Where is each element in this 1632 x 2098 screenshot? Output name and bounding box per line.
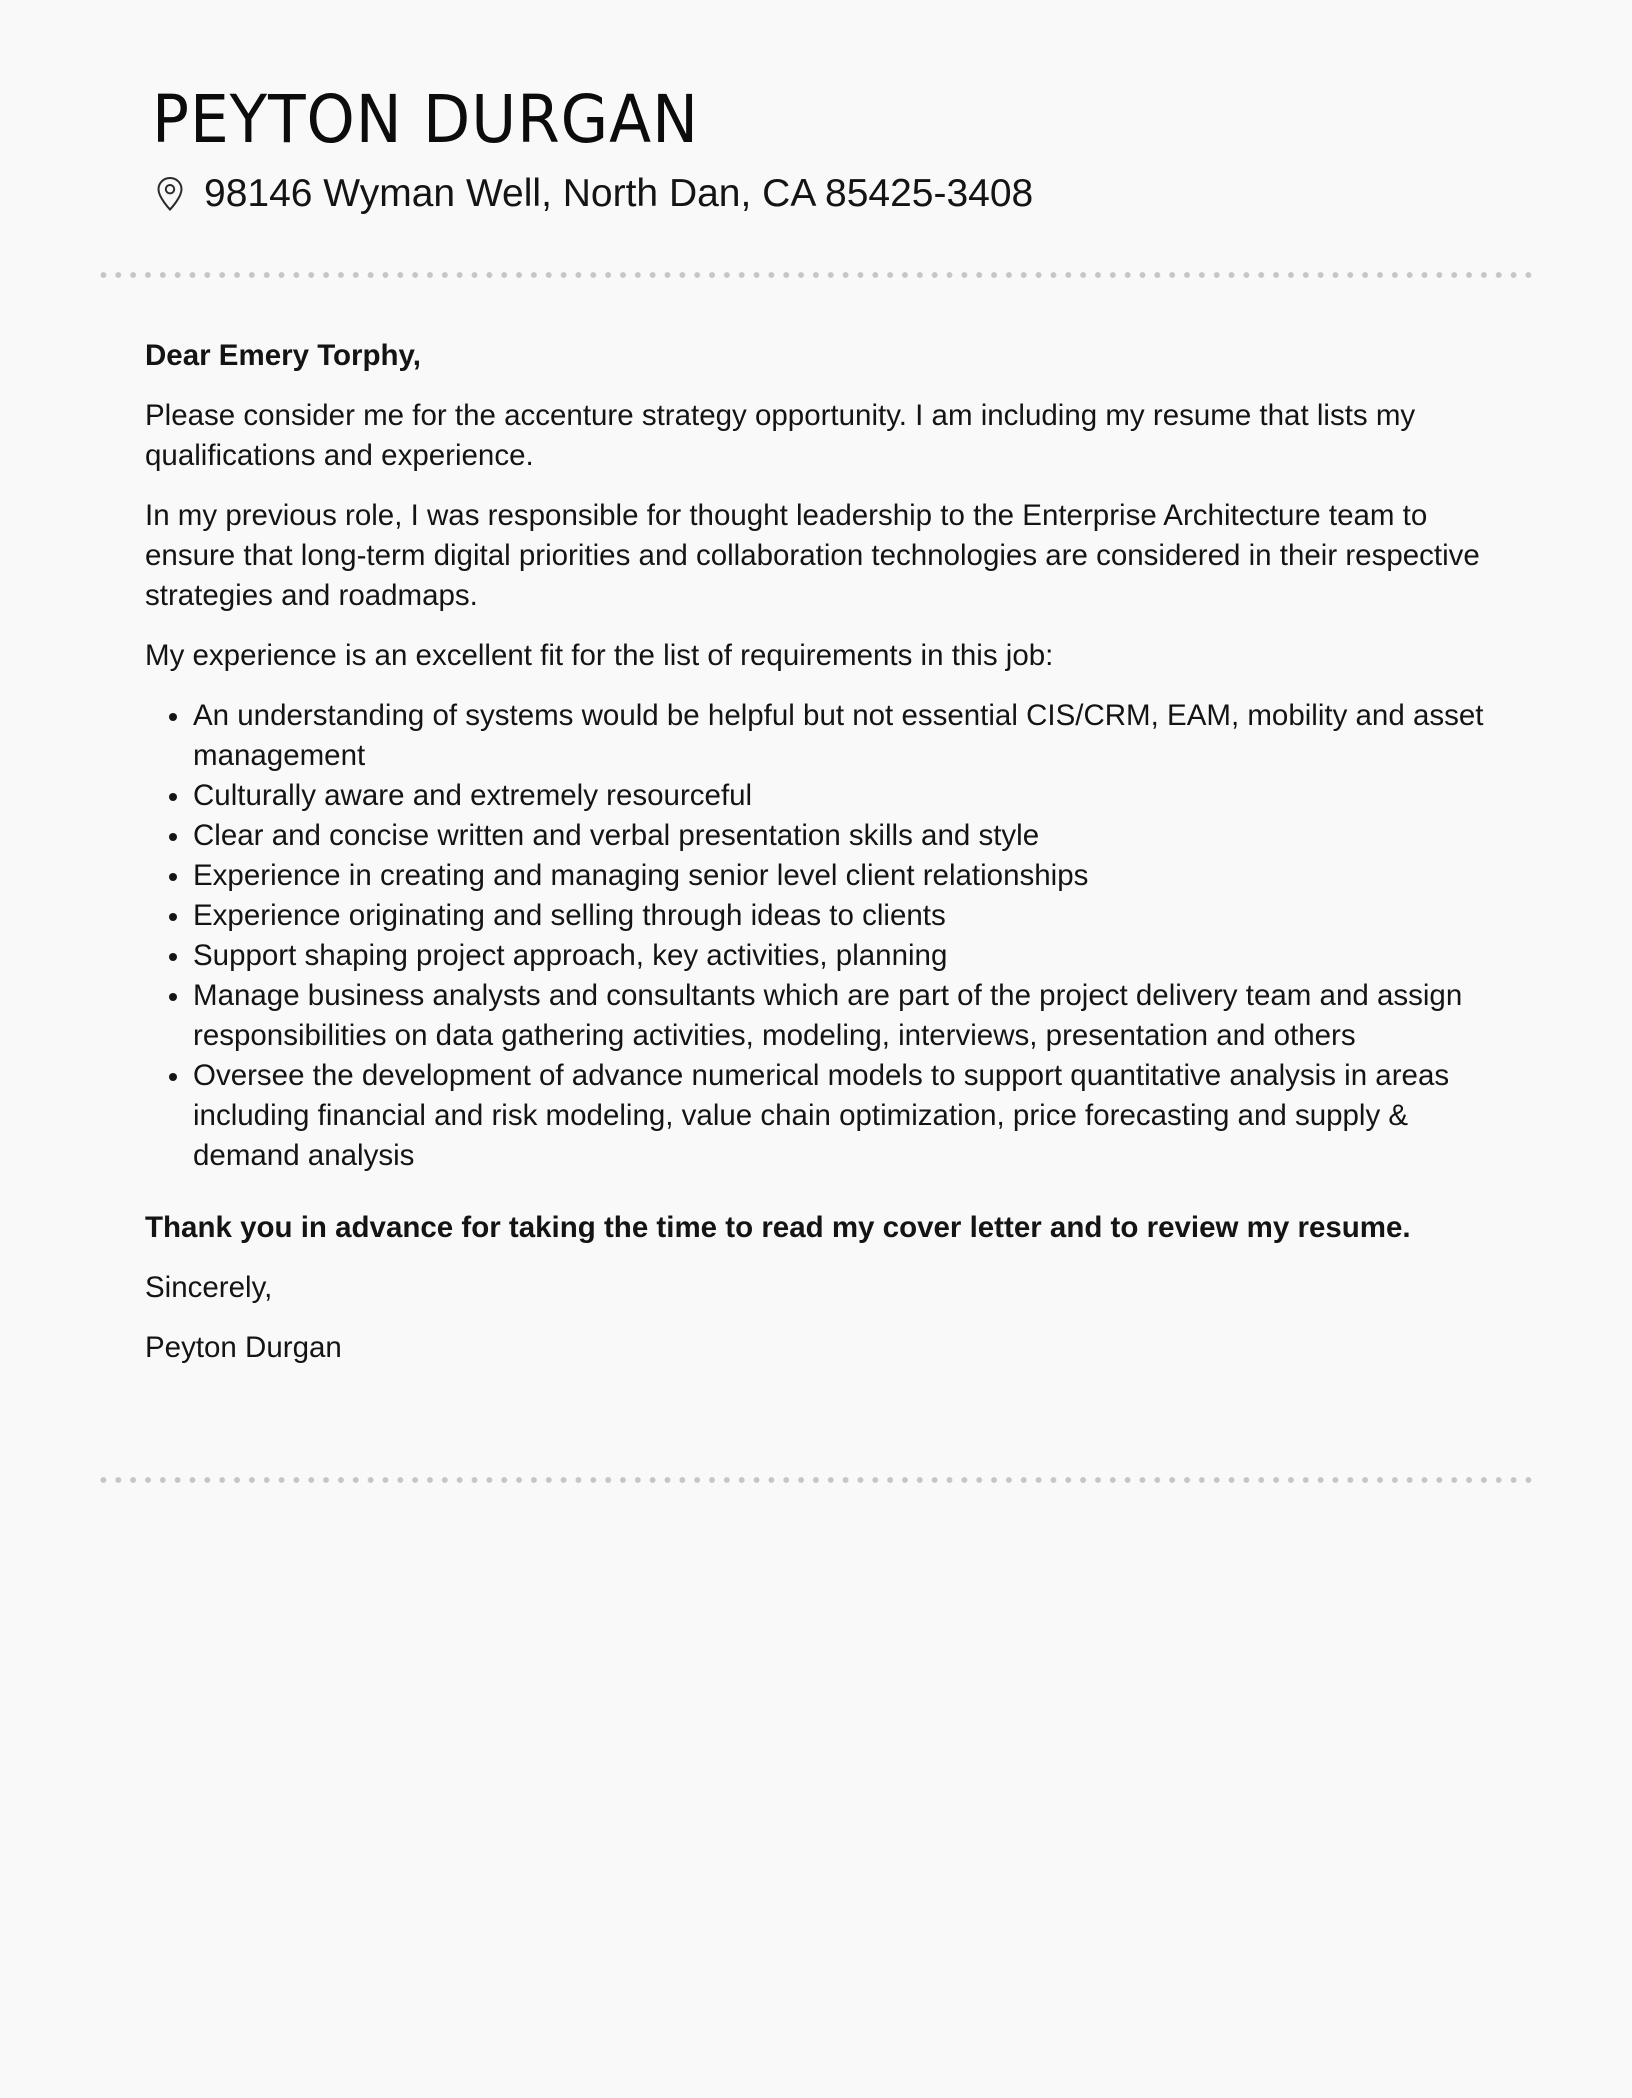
applicant-name: PEYTON DURGAN <box>152 81 699 158</box>
salutation: Dear Emery Torphy, <box>145 339 421 372</box>
list-item: Culturally aware and extremely resourceful <box>193 776 1490 816</box>
signature-name: Peyton Durgan <box>145 1331 342 1364</box>
list-item: Manage business analysts and consultants which are part of the project delivery team and assign responsibilities on data gathering activities, modeling, interviews, presentation and others <box>193 976 1490 1056</box>
applicant-address <box>152 170 1532 218</box>
list-item: Experience in creating and managing senior level client relationships <box>193 856 1490 896</box>
signoff: Sincerely, <box>145 1271 273 1304</box>
map-pin-icon <box>156 176 184 212</box>
list-item: Oversee the development of advance numerical models to support quantitative analysis in areas including financial and risk modeling, value chain optimization, price forecasting and supply & demand analysis <box>193 1056 1490 1176</box>
letter-header <box>152 78 1532 218</box>
requirements-intro: My experience is an excellent fit for the list of requirements in this job: <box>145 639 1054 672</box>
letter-body <box>145 336 1490 1388</box>
list-item: Clear and concise written and verbal presentation skills and style <box>193 816 1490 856</box>
top-divider <box>96 272 1532 278</box>
experience-paragraph: In my previous role, I was responsible for thought leadership to the Enterprise Architecture team to ensure that long-term digital priorities and collaboration technologies are considered in their respective strategies and roadmaps. <box>145 499 1480 612</box>
closing-statement: Thank you in advance for taking the time to read my cover letter and to review my resume. <box>145 1211 1411 1244</box>
list-item: Support shaping project approach, key activities, planning <box>193 936 1490 976</box>
address-text: 98146 Wyman Well, North Dan, CA 85425-3408 <box>204 172 1034 215</box>
list-item: Experience originating and selling through ideas to clients <box>193 896 1490 936</box>
list-item: An understanding of systems would be helpful but not essential CIS/CRM, EAM, mobility and asset management <box>193 696 1490 776</box>
bottom-divider <box>96 1477 1532 1483</box>
requirements-list <box>145 696 1490 1176</box>
intro-paragraph: Please consider me for the accenture strategy opportunity. I am including my resume that lists my qualifications and experience. <box>145 399 1416 472</box>
